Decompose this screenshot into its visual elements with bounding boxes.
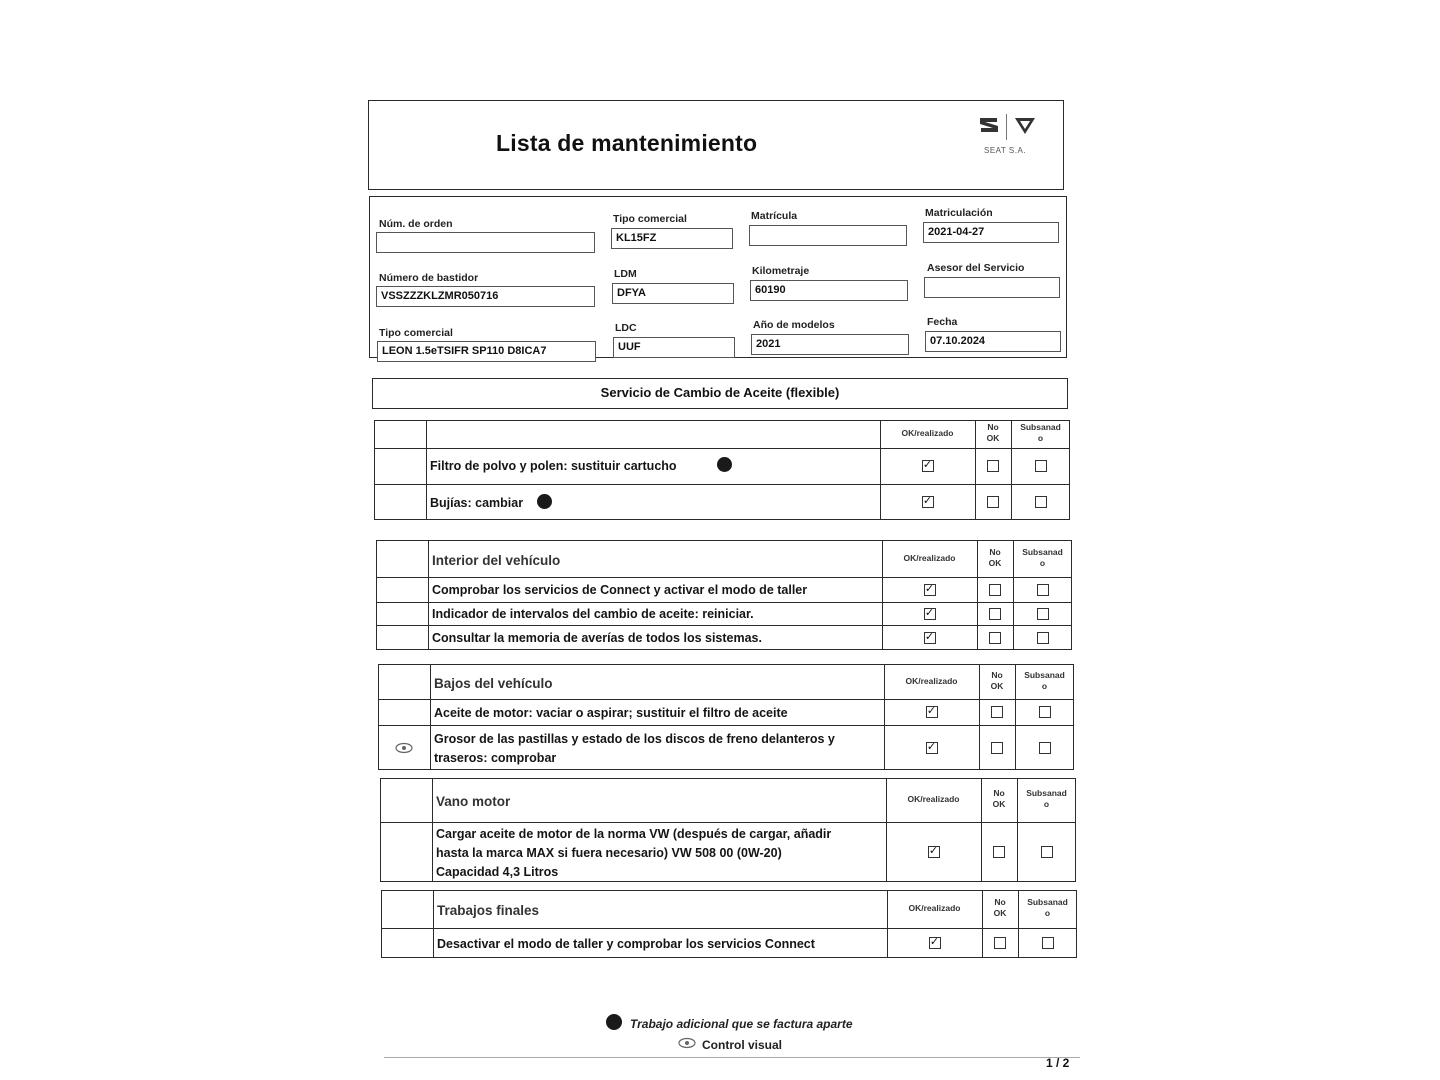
legend-additional: Trabajo adicional que se factura aparte [630,1017,853,1031]
service-advisor-label: Asesor del Servicio [927,262,1025,274]
ok-checkbox[interactable]: ✓ [922,458,933,471]
checklist-row-text: Grosor de las pastillas y estado de los discos de freno delanteros y traseros: comprobar [434,731,835,765]
section-header-divider [380,822,1076,823]
ok-checkbox[interactable]: ✓ [929,936,940,948]
column-head-not-ok: No OK [988,546,1002,568]
checklist-row-text: Cargar aceite de motor de la norma VW (después de cargar, añadir hasta la marca MAX si fuera necesario) VW 508 00 (0W-20) Capacidad 4,3 Litros [436,826,832,879]
model-year-label: Año de modelos [753,319,835,331]
mark-column-divider [428,540,429,650]
column-head-not-ok: No OK [992,788,1006,809]
row-divider [374,484,1070,485]
not-ok-checkbox[interactable] [989,632,1001,644]
date-field[interactable]: 07.10.2024 [925,331,1061,352]
plate-label: Matrícula [751,210,798,222]
ldm-field[interactable]: DFYA [612,283,734,304]
fixed-checkbox[interactable] [1042,937,1054,949]
cupra-logo-icon [1014,114,1036,136]
section-title: Bajos del vehículo [434,675,553,691]
commercial-type-label: Tipo comercial [613,213,687,225]
commercial-type-field[interactable]: KL15FZ [611,228,733,249]
column-head-ok: OK/realizado [901,428,954,438]
mileage-label: Kilometraje [752,265,810,277]
checklist-row-text: Desactivar el modo de taller y comprobar los servicios Connect [437,936,815,951]
section-header-divider [378,699,1074,700]
additional-work-dot-icon [537,494,552,509]
legend-visual: Control visual [702,1038,783,1052]
not-ok-checkbox[interactable] [989,608,1001,620]
column-head-ok: OK/realizado [905,675,958,686]
registration-date-field[interactable]: 2021-04-27 [923,222,1059,243]
checklist-row-text: Bujías: cambiar [430,495,524,510]
eye-icon [678,1037,696,1049]
additional-work-dot-icon [606,1014,622,1030]
checklist-row-text: Comprobar los servicios de Connect y activar el modo de taller [432,583,808,597]
fixed-checkbox[interactable] [1037,632,1049,644]
mileage-field[interactable]: 60190 [750,280,908,301]
not-ok-checkbox[interactable] [987,496,999,508]
column-divider [887,890,888,958]
fixed-checkbox[interactable] [1037,608,1049,620]
column-head-not-ok: No OK [993,897,1007,918]
page-number: 1 / 2 [1046,1056,1070,1070]
column-head-fixed: Subsanad o [1027,897,1068,918]
commercial-type-2-label: Tipo comercial [379,327,453,339]
section-title: Trabajos finales [437,903,540,918]
order-number-field[interactable] [376,232,595,253]
ok-checkbox[interactable]: ✓ [926,740,937,753]
column-head-fixed: Subsanad o [1026,788,1067,809]
footer-divider [384,1057,1080,1058]
ok-checkbox[interactable]: ✓ [928,845,939,857]
column-head-ok: OK/realizado [908,903,961,913]
mark-column-divider [430,664,431,770]
not-ok-checkbox[interactable] [993,846,1005,858]
not-ok-checkbox[interactable] [989,584,1001,596]
row-divider [376,625,1072,626]
fixed-checkbox[interactable] [1037,584,1049,596]
not-ok-checkbox[interactable] [991,706,1003,718]
service-title-band [372,378,1068,409]
fixed-checkbox[interactable] [1041,846,1053,858]
vin-label: Número de bastidor [379,272,479,284]
checklist-row-text: Filtro de polvo y polen: sustituir cartucho [430,459,677,473]
not-ok-checkbox[interactable] [994,937,1006,949]
ok-checkbox[interactable]: ✓ [926,705,937,717]
column-head-not-ok: No OK [986,422,1000,443]
brand-logo [974,114,1036,158]
fixed-checkbox[interactable] [1035,496,1047,508]
section-header-divider [374,448,1070,449]
ok-checkbox[interactable]: ✓ [922,495,933,507]
ldc-field[interactable]: UUF [613,337,735,358]
row-divider [376,602,1072,603]
ok-checkbox[interactable]: ✓ [924,582,935,595]
section-header-divider [376,577,1072,578]
brand-text: SEAT S.A. [984,146,1026,155]
fixed-checkbox[interactable] [1039,706,1051,718]
mark-column-divider [433,890,434,958]
ok-checkbox[interactable]: ✓ [924,630,935,643]
row-divider [378,725,1074,726]
service-title: Servicio de Cambio de Aceite (flexible) [600,385,840,400]
section-header-divider [381,928,1077,929]
fixed-checkbox[interactable] [1035,460,1047,472]
seat-logo-icon [978,114,1000,136]
ldc-label: LDC [615,322,637,334]
checklist-row-text: Aceite de motor: vaciar o aspirar; sustituir el filtro de aceite [434,705,788,720]
section-title: Vano motor [436,794,511,809]
service-advisor-field[interactable] [924,277,1060,298]
mark-column-divider [426,420,427,520]
column-head-ok: OK/realizado [907,794,960,804]
fixed-checkbox[interactable] [1039,742,1051,754]
eye-icon [395,742,413,754]
plate-field[interactable] [749,225,907,246]
column-head-fixed: Subsanad o [1022,546,1063,568]
vin-field[interactable]: VSSZZZKLZMR050716 [376,286,595,307]
commercial-type-2-field[interactable]: LEON 1.5eTSIFR SP110 D8ICA7 [377,341,596,362]
column-head-fixed: Subsanad o [1024,669,1065,691]
ldm-label: LDM [614,268,637,280]
column-head-fixed: Subsanad o [1020,422,1061,443]
date-label: Fecha [927,316,958,328]
registration-date-label: Matriculación [925,207,993,219]
column-head-ok: OK/realizado [903,552,956,563]
not-ok-checkbox[interactable] [987,460,999,472]
section-title: Interior del vehículo [432,552,561,568]
page-title: Lista de mantenimiento [496,130,758,156]
not-ok-checkbox[interactable] [991,742,1003,754]
checklist-row-text: Indicador de intervalos del cambio de aceite: reiniciar. [432,607,754,621]
checklist-row-text: Consultar la memoria de averías de todos los sistemas. [432,631,762,645]
model-year-field[interactable]: 2021 [751,334,909,355]
column-head-not-ok: No OK [990,669,1004,691]
mark-column-divider [432,778,433,882]
ok-checkbox[interactable]: ✓ [924,606,935,619]
order-number-label: Núm. de orden [379,218,453,230]
